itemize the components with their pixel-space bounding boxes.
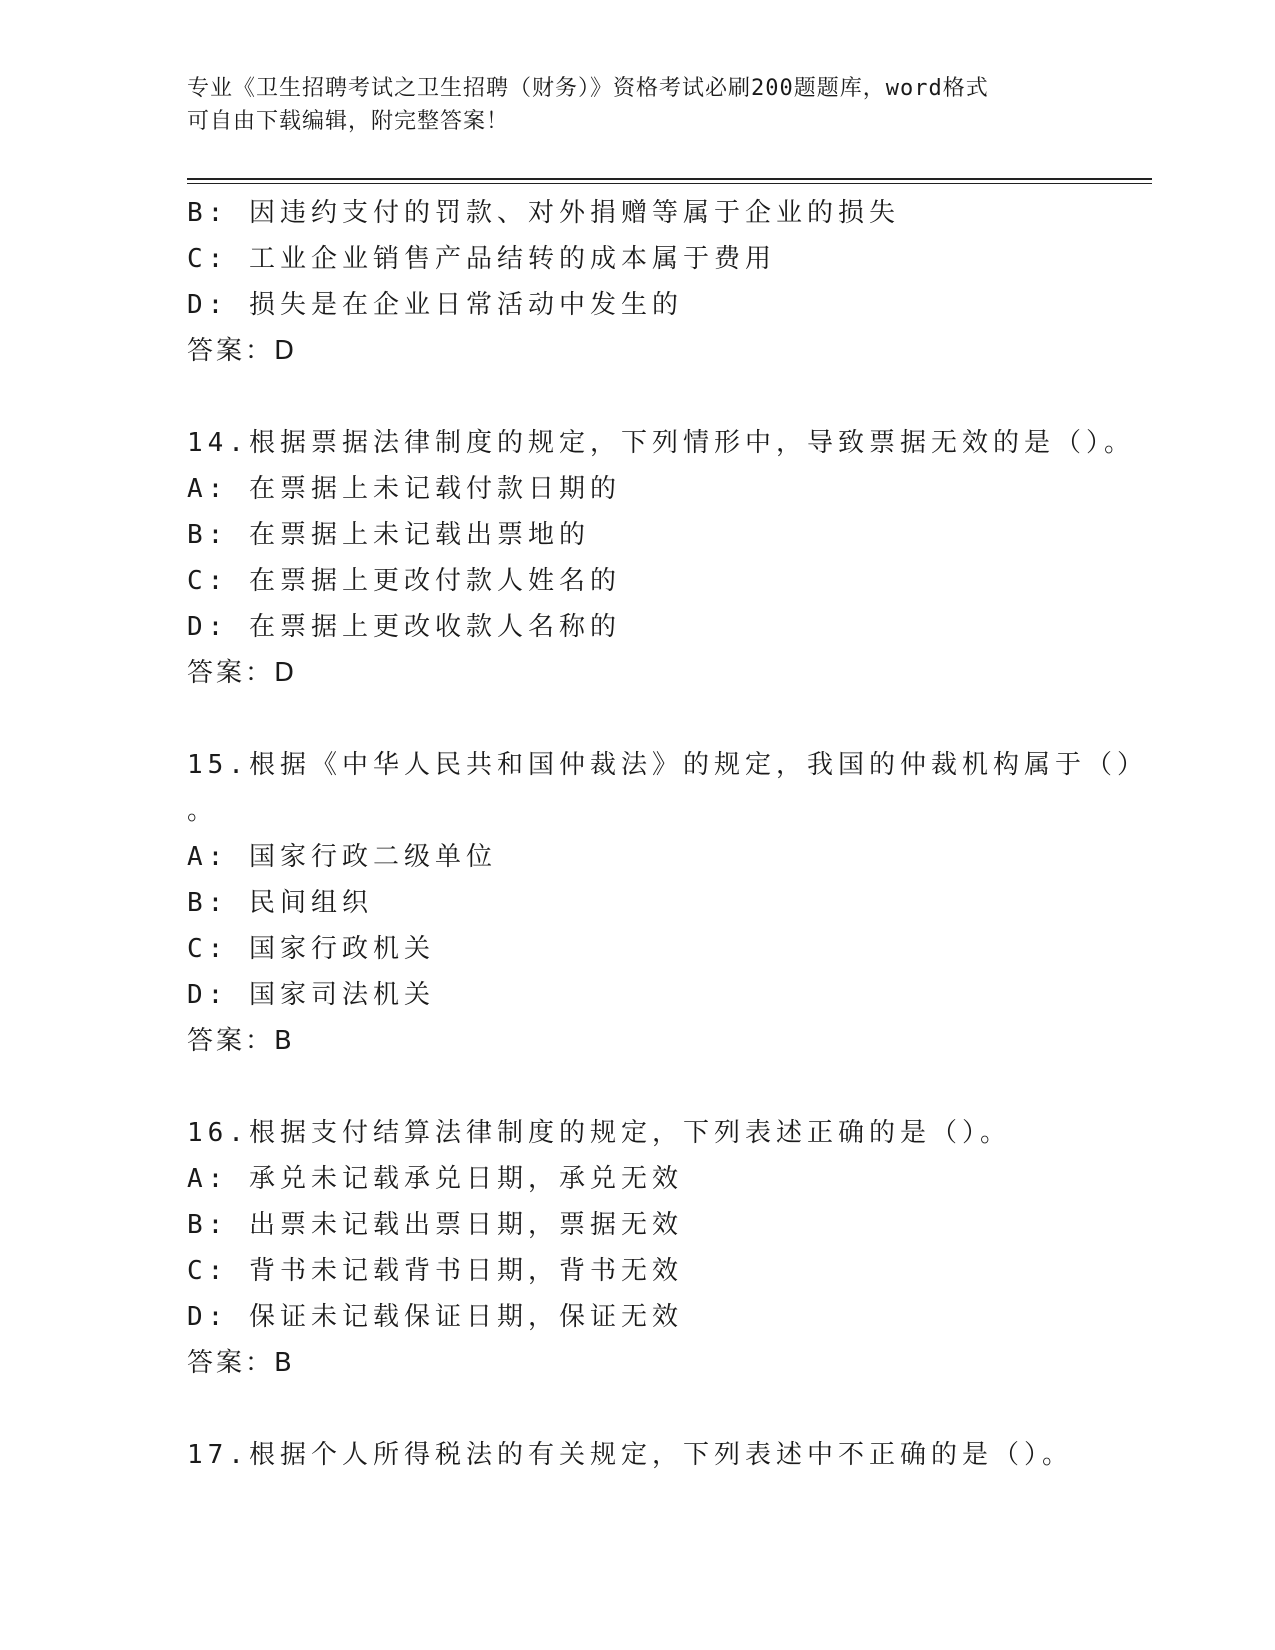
spacer [187, 696, 1152, 742]
question-14 [187, 420, 1152, 696]
answer: 答案：D [187, 658, 298, 688]
option-c: C: 工业企业销售产品结转的成本属于费用 [187, 244, 776, 274]
header-title-line-1: 专业《卫生招聘考试之卫生招聘（财务）》资格考试必刷200题题库，word格式 [187, 76, 989, 101]
option-b: B: 民间组织 [187, 888, 373, 918]
answer: 答案：B [187, 1348, 295, 1378]
question-stem-continuation: 。 [187, 796, 219, 826]
option-c: C: 在票据上更改付款人姓名的 [187, 566, 621, 596]
spacer [187, 1064, 1152, 1110]
answer: 答案：D [187, 336, 298, 366]
option-a: A: 国家行政二级单位 [187, 842, 497, 872]
question-stem: 15.根据《中华人民共和国仲裁法》的规定，我国的仲裁机构属于（） [187, 750, 1148, 780]
option-d: D: 保证未记载保证日期，保证无效 [187, 1302, 683, 1332]
question-17 [187, 1432, 1152, 1478]
header-divider [187, 178, 1152, 180]
question-16 [187, 1110, 1152, 1386]
option-b: B: 出票未记载出票日期，票据无效 [187, 1210, 683, 1240]
option-d: D: 国家司法机关 [187, 980, 435, 1010]
option-d: D: 损失是在企业日常活动中发生的 [187, 290, 683, 320]
question-13 [187, 190, 1152, 374]
question-stem: 16.根据支付结算法律制度的规定，下列表述正确的是（）。 [187, 1118, 1011, 1148]
option-a: A: 承兑未记载承兑日期，承兑无效 [187, 1164, 683, 1194]
option-d: D: 在票据上更改收款人名称的 [187, 612, 621, 642]
option-c: C: 国家行政机关 [187, 934, 435, 964]
header-title-line-2: 可自由下载编辑，附完整答案！ [187, 109, 510, 134]
question-15 [187, 742, 1152, 1064]
header-divider-thin [187, 183, 1152, 184]
question-stem: 17.根据个人所得税法的有关规定，下列表述中不正确的是（）。 [187, 1440, 1073, 1470]
option-a: A: 在票据上未记载付款日期的 [187, 474, 621, 504]
spacer [187, 1386, 1152, 1432]
question-stem: 14.根据票据法律制度的规定，下列情形中，导致票据无效的是（）。 [187, 428, 1135, 458]
spacer [187, 374, 1152, 420]
option-c: C: 背书未记载背书日期，背书无效 [187, 1256, 683, 1286]
option-b: B: 因违约支付的罚款、对外捐赠等属于企业的损失 [187, 198, 900, 228]
option-b: B: 在票据上未记载出票地的 [187, 520, 590, 550]
document-header [187, 72, 1087, 138]
answer: 答案：B [187, 1026, 295, 1056]
question-list [187, 190, 1152, 1478]
